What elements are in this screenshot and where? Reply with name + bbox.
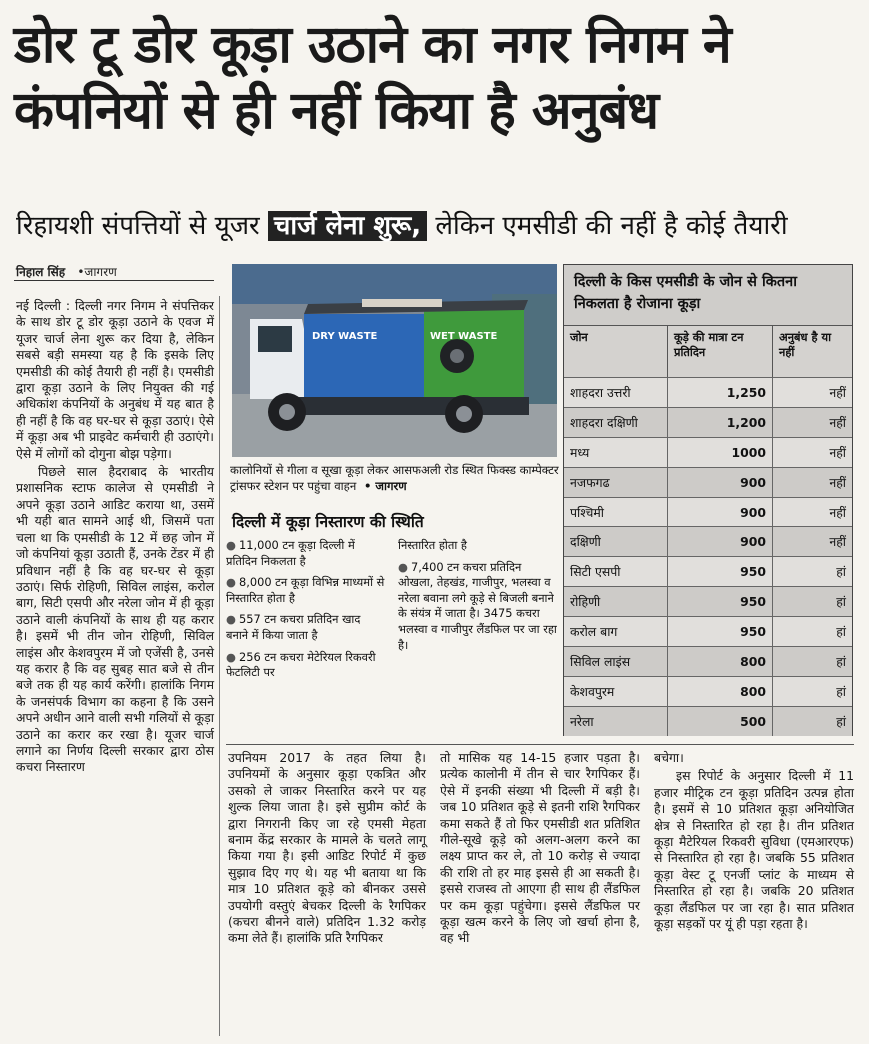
caption-text: कालोनियों से गीला व सूखा कूड़ा लेकर आसफअली रोड स्थित फिक्स्ड काम्पेक्टर ट्रांसफर स्टेशन पर पहुंचा वाहन <box>230 463 559 493</box>
cell-quantity: 500 <box>668 707 773 736</box>
cell-contract: नहीं <box>829 534 846 550</box>
table-row <box>564 586 852 616</box>
factbox-right-column <box>398 538 558 687</box>
cell-zone: शाहदरा दक्षिणी <box>564 408 668 437</box>
cell-contract: हां <box>836 713 846 729</box>
cell-zone: सिविल लाइंस <box>564 647 668 676</box>
factbox-item: ● 7,400 टन कचरा प्रतिदिन ओखला, तेहखंड, गाजीपुर, भलस्वा व नरेला बवाना लगे कूड़े से बिजली बनाने के संयंत्र में जाता है। 3475 कचरा भलस्वा व गाजीपुर लैंडफिल पर जा रहा है। <box>398 559 557 652</box>
bullet-icon: ● <box>398 559 408 574</box>
section-rule <box>226 744 854 745</box>
factbox-item: ● 8,000 टन कूड़ा विभिन्न माध्यमों से निस्तारित होता है <box>226 575 385 605</box>
cell-zone: करोल बाग <box>564 617 668 646</box>
subhead-before: रिहायशी संपत्तियों से यूजर <box>16 211 260 241</box>
article-paragraph: इस रिपोर्ट के अनुसार दिल्ली में 11 हजार मीट्रिक टन कूड़ा प्रतिदिन उत्पन्न होता है। इसमें से 10 प्रतिशत कूड़ा अनियोजित क्षेत्र से निस्तारित हो रहा है। तीन प्रतिशत कूड़ा मैटेरियल रिकवरी सुविधा (एमआरएफ) से निस्तारित हो रहा है। जबकि 55 प्रतिशत कूड़ा वेस्ट टू एनर्जी प्लांट के माध्यम से निस्तारित हो रहा है। जबकि 20 प्रतिशत कूड़ा लैंडफिल पर जा रहा है। सात प्रतिशत कूड़ा सड़कों पर यूं ही पड़ा रहता है। <box>654 768 854 932</box>
cell-quantity: 950 <box>668 557 773 586</box>
table-row <box>564 646 852 676</box>
cell-contract: नहीं <box>829 414 846 430</box>
cell-zone: दक्षिणी <box>564 527 668 556</box>
subhead-after: लेकिन एमसीडी की नहीं है कोई तैयारी <box>435 211 788 241</box>
bullet-icon: ● <box>226 649 236 664</box>
cell-zone: नजफगढ <box>564 468 668 497</box>
cell-zone: शाहदरा उत्तरी <box>564 378 668 407</box>
truck-label-wet: WET WASTE <box>430 331 498 342</box>
fact-box <box>226 510 561 735</box>
cell-quantity: 1,200 <box>668 408 773 437</box>
cell-quantity: 1,250 <box>668 378 773 407</box>
article-paragraph: उपनियम 2017 के तहत लिया है। उपनियमों के अनुसार कूड़ा एकत्रित और उसको ले जाकर निस्तारित करने पर यह शुल्क लिया जाता है। इसे सुप्रीम कोर्ट के द्वारा निगरानी किए जा रहे एमसी मेहता बनाम केंद्र सरकार के मामले के चलते लागू किया गया है। इसी आडिट रिपोर्ट में कुछ सुझाव दिए गए थे। यह भी बताया था कि मात्र 10 प्रतिशत कूड़े को बीनकर उससे उपयोगी वस्तुएं बेचकर दिल्ली के रैगपिकर (कचरा बीनने वाले) प्रतिदिन 1.32 करोड़ कमा लेते हैं। हालांकि प्रति रैगपिकर <box>228 750 426 946</box>
garbage-truck-illustration <box>232 264 557 457</box>
bullet-icon: ● <box>226 538 236 552</box>
article-column-2 <box>228 750 426 949</box>
cell-zone: सिटी एसपी <box>564 557 668 586</box>
bullet-icon: ● <box>226 612 236 627</box>
article-paragraph: पिछले साल हैदराबाद के भारतीय प्रशासनिक स्टाफ कालेज से एमसीडी ने अपने कूड़ा उठाने आडिट कराया था, उसमें भी यही बात सामने आई थी, जिसमें पता चला था कि एमसीडी के 12 में छह जोन में जो कंपनियां कूड़ा उठाती हैं, उनके टेंडर में ही प्रविधान नहीं है कि वह घर-घर से कूड़ा उठाएं। सिर्फ रोहिणी, सिविल लाइंस, करोल बाग, सिटी एसपी और नरेला जोन में ही कूड़ा उठाने वाली कंपनियों के साथ ही यह करार है। इसमें भी तीन जोन रोहिणी, सिविल लाइंस और केशवपुरम में जो एजेंसी है, उनसे यह करार है कि वह सुबह सात बजे से तीन बजे तक ही यह कार्य करेंगी। हालांकि निगम के जनसंपर्क विभाग का कहना है कि उसने अपने अधीन आने वाली सभी गलियों से कूड़ा उठाने का करार कर रखा है। यूजर चार्ज लगाने का निर्णय दिल्ली सरकार द्वारा ठोस कचरा निस्तारण <box>16 464 214 775</box>
article-column-1 <box>16 298 214 778</box>
subhead-highlight: चार्ज लेना शुरू, <box>268 211 427 241</box>
cell-zone: केशवपुरम <box>564 677 668 706</box>
cell-quantity: 1000 <box>668 438 773 467</box>
cell-contract: नहीं <box>829 384 846 400</box>
article-paragraph: तो मासिक यह 14-15 हजार पड़ता है। प्रत्येक कालोनी में तीन से चार रैगपिकर हैं। ऐसे में इनकी संख्या भी दिल्ली में बड़ी है। जब 10 प्रतिशत कूड़े से इतनी राशि रैगपिकर कमा सकते हैं तो फिर एमसीडी शत प्रतिशित गीले-सूखे कूड़े को अलग-अलग करने का लक्ष्य प्राप्त कर ले, तो 10 करोड़ से ज्यादा की राशि तो हर माह इससे ही आ सकती है। इससे राजस्व तो आएगा ही साथ ही लैंडफिल पर कम कूड़ा पहुंचेगा। इससे लैंडफिल पर कूड़ा खत्म करने के लिए जो खर्चा होना है, वह भी <box>440 750 640 946</box>
cell-zone: मध्य <box>564 438 668 467</box>
cell-zone: पश्चिमी <box>564 498 668 527</box>
cell-quantity: 900 <box>668 468 773 497</box>
photo-caption <box>230 462 560 494</box>
caption-source: • जागरण <box>363 479 407 493</box>
cell-quantity: 800 <box>668 677 773 706</box>
cell-quantity: 800 <box>668 647 773 676</box>
zone-waste-table <box>563 264 853 736</box>
cell-zone: रोहिणी <box>564 587 668 616</box>
cell-quantity: 950 <box>668 617 773 646</box>
cell-quantity: 950 <box>668 587 773 616</box>
table-row <box>564 467 852 497</box>
bullet-icon: ● <box>226 575 236 590</box>
table-row <box>564 526 852 556</box>
cell-contract: हां <box>836 564 846 580</box>
column-divider <box>219 296 220 1036</box>
factbox-title: दिल्ली में कूड़ा निस्तारण की स्थिति <box>232 513 424 531</box>
header-zone: जोन <box>564 326 668 377</box>
cell-contract: नहीं <box>829 504 846 520</box>
header-quantity: कूड़े की मात्रा टन प्रतिदिन <box>668 326 773 377</box>
news-photo <box>232 264 557 457</box>
factbox-item: ● 11,000 टन कूड़ा दिल्ली में प्रतिदिन निकलता है <box>226 538 355 568</box>
cell-contract: हां <box>836 683 846 699</box>
subheadline <box>16 206 861 246</box>
table-header <box>564 325 852 377</box>
truck-label-dry: DRY WASTE <box>312 331 378 342</box>
cell-contract: नहीं <box>829 474 846 490</box>
table-row <box>564 407 852 437</box>
table-row <box>564 437 852 467</box>
byline-author: निहाल सिंह <box>16 265 66 279</box>
table-title: दिल्ली के किस एमसीडी के जोन से कितना निकलता है रोजाना कूड़ा <box>564 265 852 325</box>
factbox-item: ● 256 टन कचरा मेटेरियल रिकवरी फेटलिटी पर <box>226 649 376 680</box>
factbox-left-column <box>226 538 386 687</box>
header-contract: अनुबंध है या नहीं <box>779 330 832 359</box>
article-column-4 <box>654 750 854 934</box>
byline-source: •जागरण <box>77 265 117 279</box>
cell-contract: हां <box>836 653 846 669</box>
table-row <box>564 706 852 736</box>
cell-zone: नरेला <box>564 707 668 736</box>
cell-contract: नहीं <box>829 444 846 460</box>
article-paragraph: नई दिल्ली : दिल्ली नगर निगम ने संपत्तिकर के साथ डोर टू डोर कूड़ा उठाने के एवज में यूजर चार्ज लेना शुरू कर दिया है, लेकिन सबसे बड़ी समस्या यह है कि इसके लिए एमसीडी की कोई तैयारी ही नहीं है। एमसीडी द्वारा कूड़ा उठाने के लिए नियुक्त की गई अधिकांश कंपनियों के अनुबंध में यह बात है ही नहीं है कि वह घर-घर से कूड़ा उठाएं। ऐसे में कूड़ा अब भी प्राइवेट कर्मचारी ही उठाएंगे। ऐसे में लोगों को दोगुना बोझ पड़ेगा। <box>16 298 214 461</box>
table-row <box>564 676 852 706</box>
cell-quantity: 900 <box>668 527 773 556</box>
cell-contract: हां <box>836 594 846 610</box>
article-paragraph: बचेगा। <box>654 750 684 765</box>
table-row <box>564 556 852 586</box>
headline: डोर टू डोर कूड़ा उठाने का नगर निगम ने कंपनियों से ही नहीं किया है अनुबंध <box>14 15 731 141</box>
table-row <box>564 497 852 527</box>
article-column-3 <box>440 750 640 949</box>
byline <box>16 263 117 280</box>
cell-quantity: 900 <box>668 498 773 527</box>
factbox-item: ● 557 टन कचरा प्रतिदिन खाद बनाने में किया जाता है <box>226 612 361 642</box>
cell-contract: हां <box>836 624 846 640</box>
table-row <box>564 616 852 646</box>
factbox-continuation: निस्तारित होता है <box>398 538 467 552</box>
byline-rule <box>14 280 214 281</box>
table-body <box>564 377 852 736</box>
table-row <box>564 377 852 407</box>
